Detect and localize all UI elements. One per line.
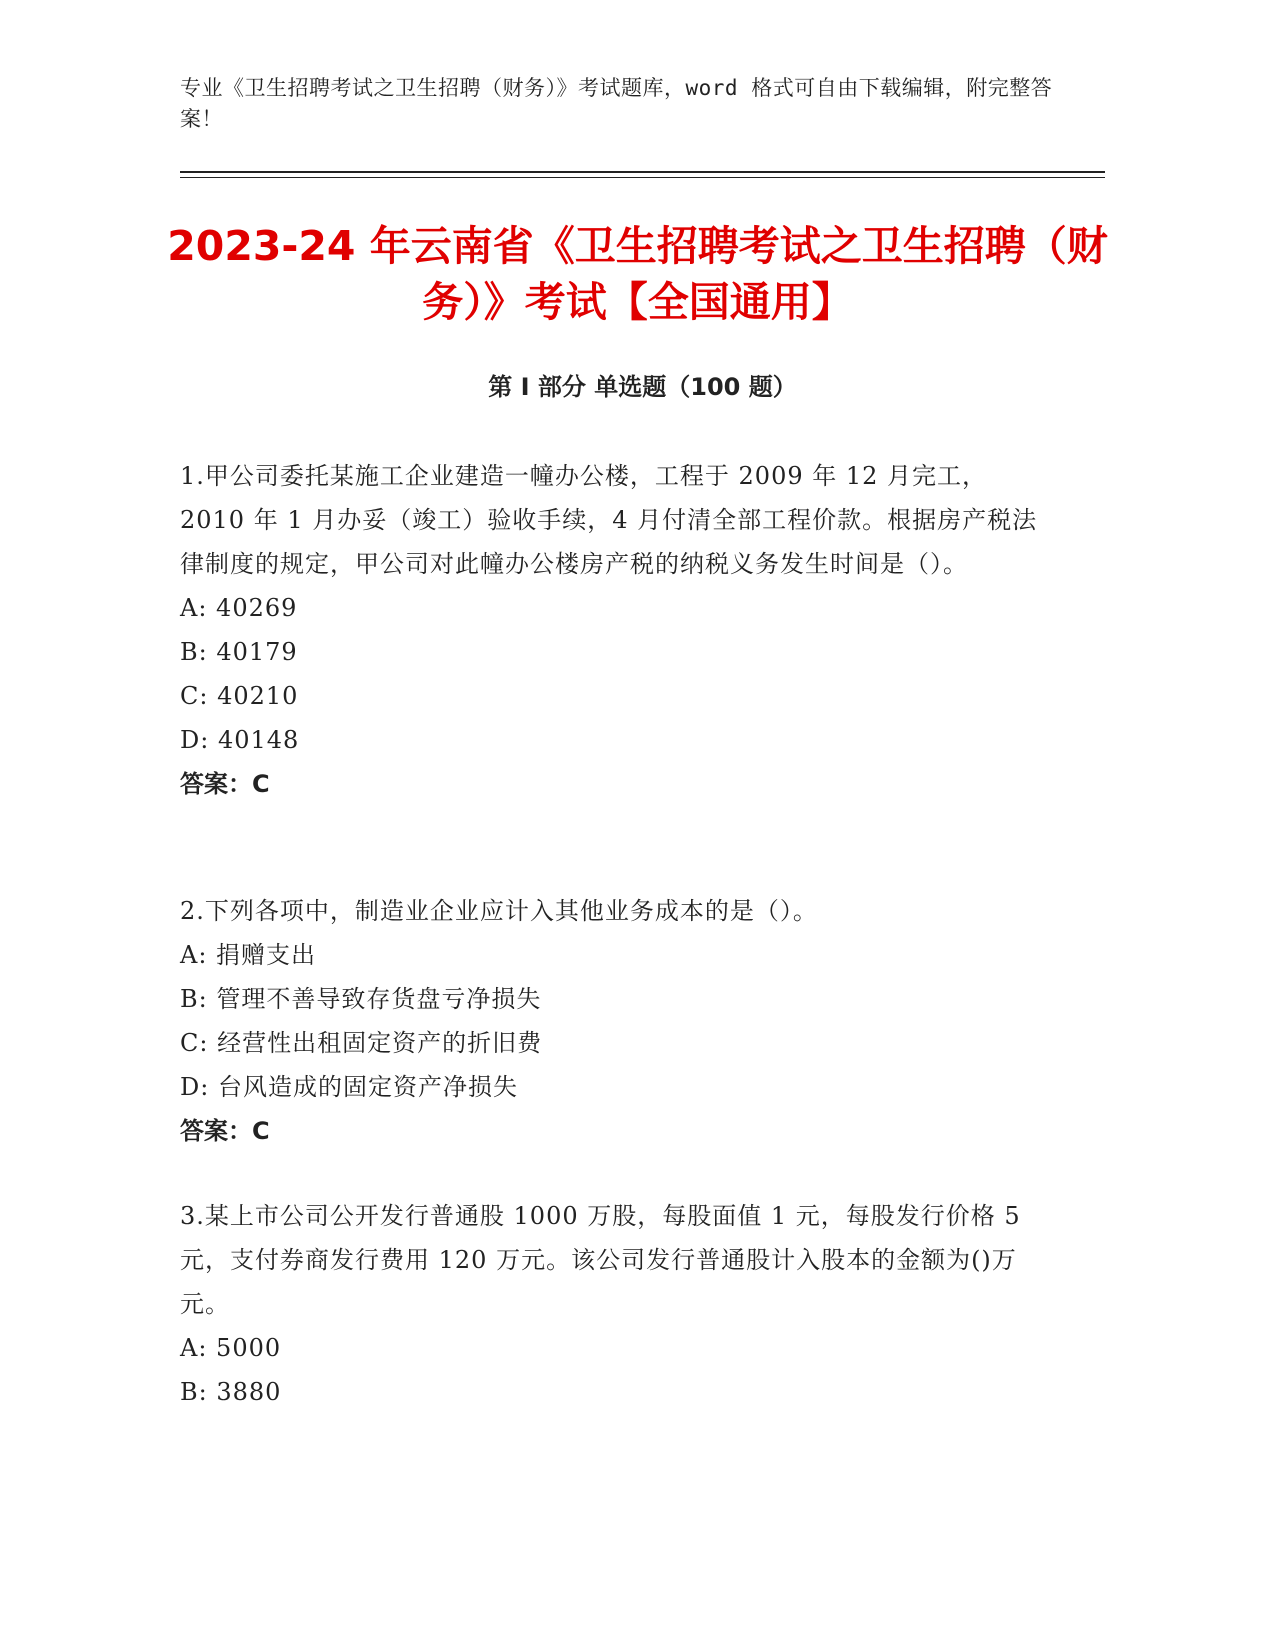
header-divider-thin: [180, 177, 1105, 178]
document-title: 2023-24 年云南省《卫生招聘考试之卫生招聘（财务）》考试【全国通用】: [167, 222, 1108, 326]
option-b: B: 3880: [180, 1378, 282, 1406]
question-stem: 2.下列各项中，制造业企业应计入其他业务成本的是（）。: [180, 897, 818, 925]
option-a: A: 捐赠支出: [180, 941, 317, 969]
question-3: [180, 1194, 1050, 1414]
option-b: B: 40179: [180, 638, 298, 666]
header-note: 专业《卫生招聘考试之卫生招聘（财务）》考试题库，word 格式可自由下载编辑，附完整答案！: [180, 76, 1053, 131]
question-1: [180, 454, 1050, 806]
option-c: C: 经营性出租固定资产的折旧费: [180, 1029, 543, 1057]
option-d: D: 40148: [180, 726, 300, 754]
answer-line: 答案：C: [180, 1117, 270, 1145]
option-d: D: 台风造成的固定资产净损失: [180, 1073, 518, 1101]
option-a: A: 40269: [180, 594, 298, 622]
section-heading: 第 I 部分 单选题（100 题）: [488, 373, 797, 401]
question-stem: 3.某上市公司公开发行普通股 1000 万股，每股面值 1 元，每股发行价格 5 元，支付券商发行费用 120 万元。该公司发行普通股计入股本的金额为()万元。: [180, 1202, 1021, 1318]
option-c: C: 40210: [180, 682, 299, 710]
option-b: B: 管理不善导致存货盘亏净损失: [180, 985, 542, 1013]
option-a: A: 5000: [180, 1334, 282, 1362]
question-2: [180, 889, 1050, 1153]
answer-line: 答案：C: [180, 770, 270, 798]
header-divider-thick: [180, 171, 1105, 173]
question-stem: 1.甲公司委托某施工企业建造一幢办公楼，工程于 2009 年 12 月完工，2010 年 1 月办妥（竣工）验收手续，4 月付清全部工程价款。根据房产税法律制度的规定，甲公司对此幢办公楼房产税的纳税义务发生时间是（）。: [180, 462, 1038, 578]
